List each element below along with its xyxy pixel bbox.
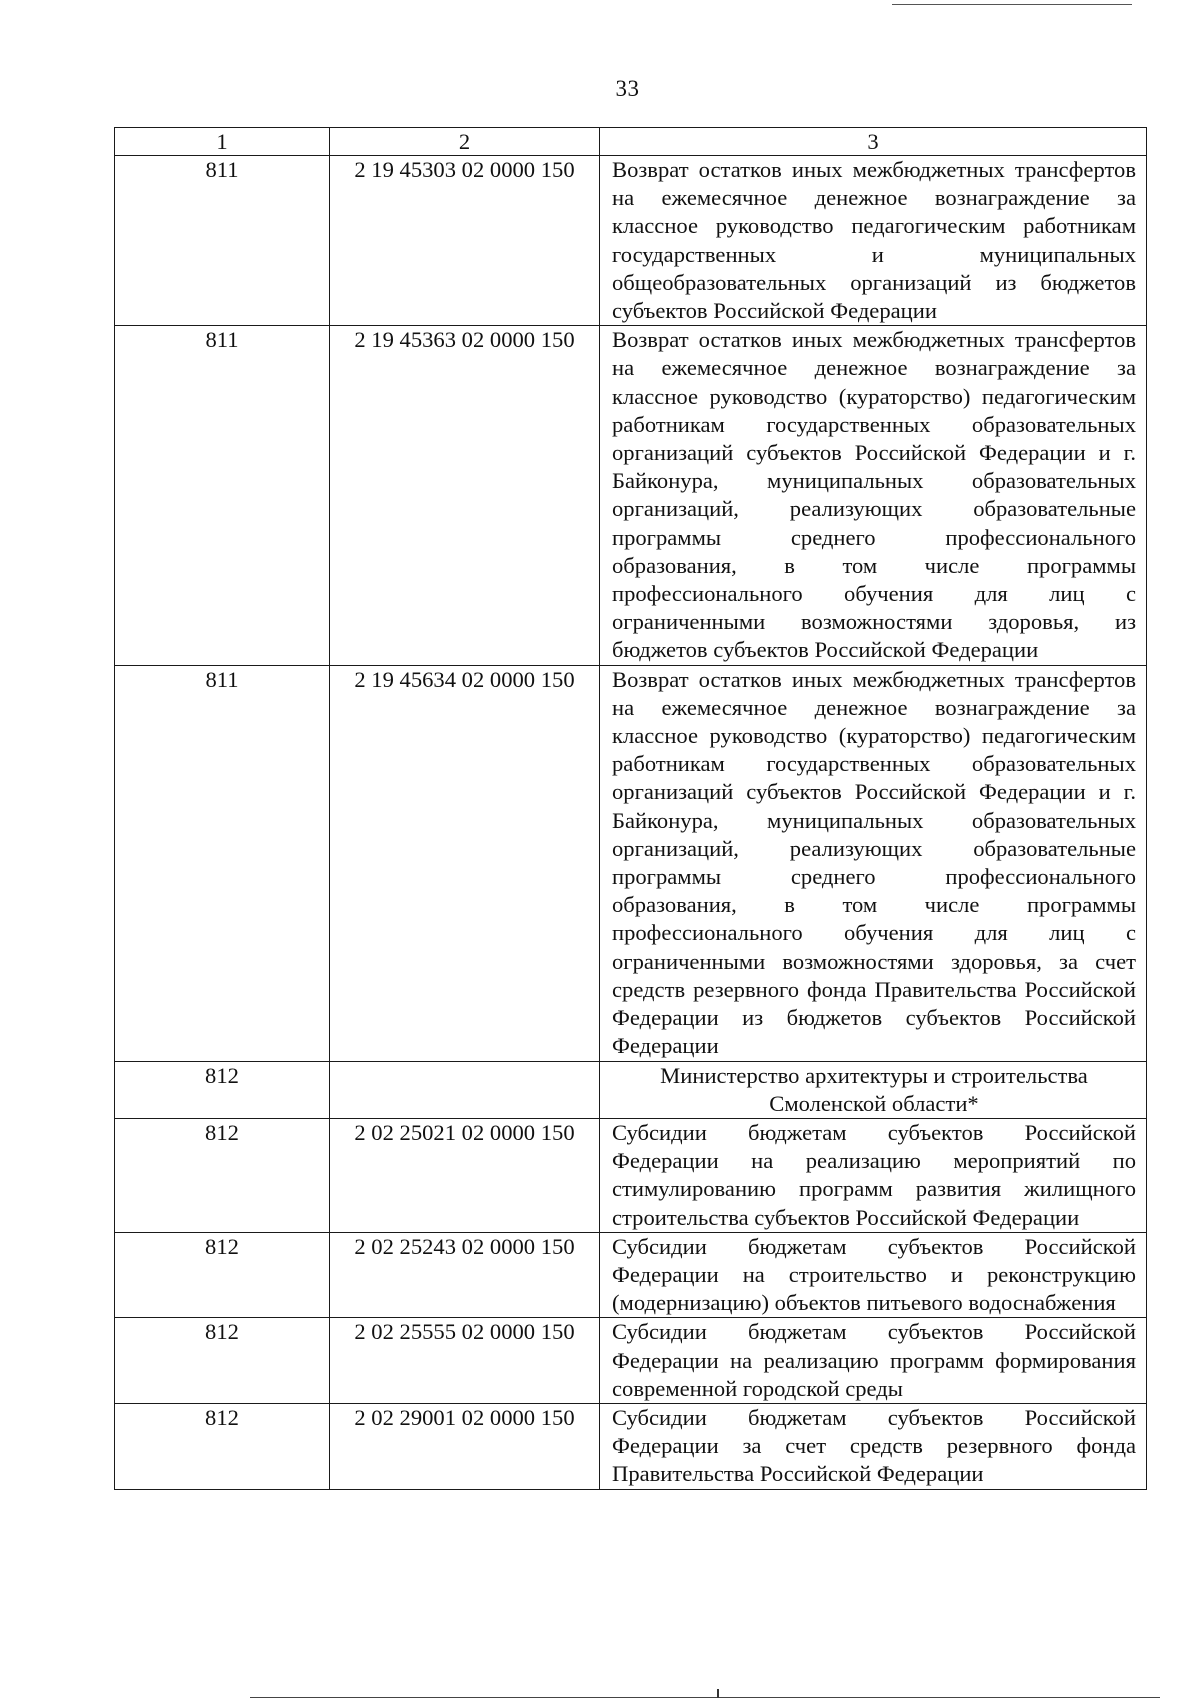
budget-classification-table [114, 127, 1147, 1490]
table-row [115, 1118, 1147, 1232]
revenue-name-cell: Субсидии бюджетам субъектов Российской Федерации на реализацию программ формирования современной городской среды [600, 1318, 1147, 1404]
revenue-name-cell: Субсидии бюджетам субъектов Российской Федерации на строительство и реконструкцию (модернизацию) объектов питьевого водоснабжения [600, 1232, 1147, 1318]
table-row [115, 1232, 1147, 1318]
revenue-code-cell: 2 19 45363 02 0000 150 [330, 326, 600, 665]
page-number: 33 [615, 76, 640, 101]
bottom-edge-mark [717, 1689, 719, 1698]
table-row [115, 1403, 1147, 1489]
admin-code-cell: 812 [115, 1061, 330, 1118]
revenue-code-cell [330, 1061, 600, 1118]
table-row [115, 156, 1147, 326]
revenue-code-cell: 2 02 25555 02 0000 150 [330, 1318, 600, 1404]
top-edge-rule [892, 4, 1132, 5]
admin-code-cell: 811 [115, 326, 330, 665]
revenue-code-cell: 2 19 45303 02 0000 150 [330, 156, 600, 326]
revenue-code-cell: 2 02 25021 02 0000 150 [330, 1118, 600, 1232]
table-row [115, 1318, 1147, 1404]
revenue-name-cell: Возврат остатков иных межбюджетных трансфертов на ежемесячное денежное вознаграждение за классное руководство (кураторство) педагогическим работникам государственных образовательных организаций субъектов Российской Федерации и г. Байконура, муниципальных образовательных организаций, реализующих образовательные программы среднего профессионального образования, в том числе программы профессионального обучения для лиц с ограниченными возможностями здоровья, из бюджетов субъектов Российской Федерации [600, 326, 1147, 665]
table-row [115, 665, 1147, 1061]
revenue-name-cell: Возврат остатков иных межбюджетных трансфертов на ежемесячное денежное вознаграждение за классное руководство педагогическим работникам государственных и муниципальных общеобразовательных организаций из бюджетов субъектов Российской Федерации [600, 156, 1147, 326]
revenue-code-cell: 2 19 45634 02 0000 150 [330, 665, 600, 1061]
revenue-name-cell: Возврат остатков иных межбюджетных трансфертов на ежемесячное денежное вознаграждение за классное руководство (кураторство) педагогическим работникам государственных образовательных организаций субъектов Российской Федерации и г. Байконура, муниципальных образовательных организаций, реализующих образовательные программы среднего профессионального образования, в том числе программы профессионального обучения для лиц с ограниченными возможностями здоровья, за счет средств резервного фонда Правительства Российской Федерации из бюджетов субъектов Российской Федерации [600, 665, 1147, 1061]
column-header-1: 1 [115, 128, 330, 156]
revenue-name-cell: Субсидии бюджетам субъектов Российской Федерации на реализацию мероприятий по стимулированию программ развития жилищного строительства субъектов Российской Федерации [600, 1118, 1147, 1232]
column-header-2: 2 [330, 128, 600, 156]
admin-code-cell: 811 [115, 665, 330, 1061]
header-row [115, 128, 1147, 156]
admin-code-cell: 812 [115, 1318, 330, 1404]
admin-code-cell: 812 [115, 1118, 330, 1232]
table-row [115, 326, 1147, 665]
column-header-3: 3 [600, 128, 1147, 156]
ministry-name-cell: Министерство архитектуры и строительства Смоленской области* [600, 1061, 1147, 1118]
bottom-edge-rule [250, 1697, 1160, 1698]
admin-code-cell: 812 [115, 1403, 330, 1489]
revenue-name-cell: Субсидии бюджетам субъектов Российской Федерации за счет средств резервного фонда Правительства Российской Федерации [600, 1403, 1147, 1489]
table-row-section-heading [115, 1061, 1147, 1118]
revenue-code-cell: 2 02 25243 02 0000 150 [330, 1232, 600, 1318]
admin-code-cell: 812 [115, 1232, 330, 1318]
admin-code-cell: 811 [115, 156, 330, 326]
revenue-code-cell: 2 02 29001 02 0000 150 [330, 1403, 600, 1489]
